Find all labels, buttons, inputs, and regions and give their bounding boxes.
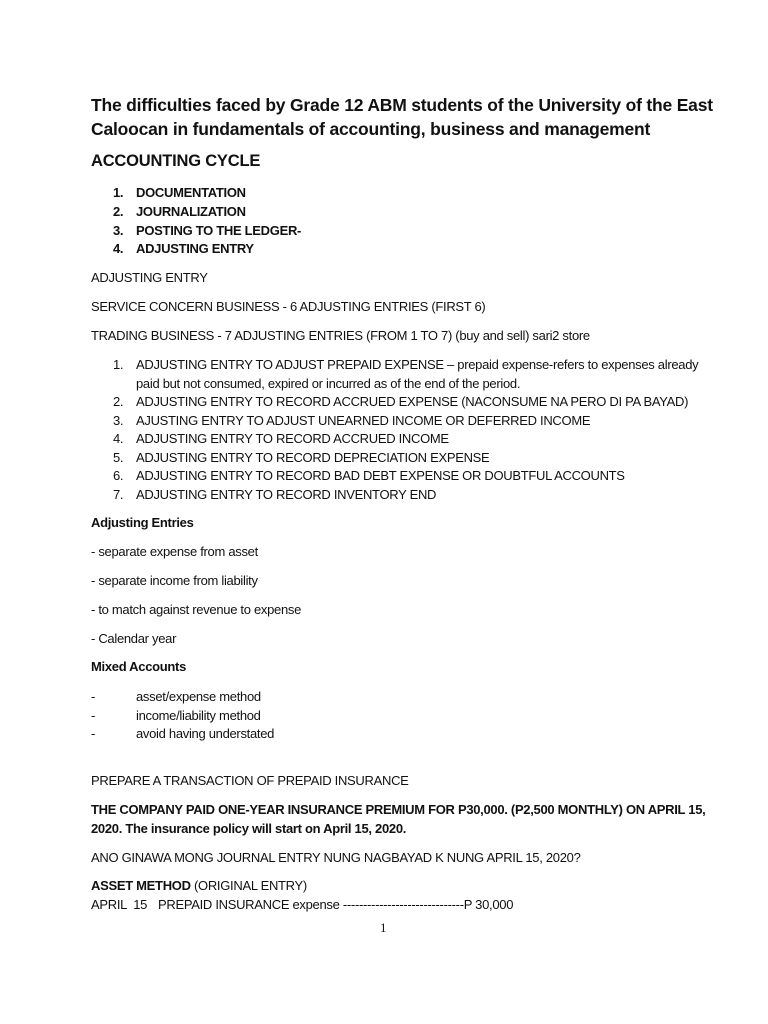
- list-number: 7.: [113, 487, 124, 502]
- document-title-line-1: The difficulties faced by Grade 12 ABM students of the University of the East: [91, 95, 713, 115]
- prepare-transaction-line: PREPARE A TRANSACTION OF PREPAID INSURANCE: [91, 773, 409, 788]
- list-item: income/liability method: [136, 708, 261, 723]
- list-item: AJUSTING ENTRY TO ADJUST UNEARNED INCOME OR DEFERRED INCOME: [136, 413, 591, 428]
- list-item: DOCUMENTATION: [136, 185, 246, 200]
- list-number: 1.: [113, 185, 124, 200]
- list-number: 2.: [113, 394, 124, 409]
- list-number: 3.: [113, 413, 124, 428]
- list-number: 4.: [113, 431, 124, 446]
- mixed-accounts-heading: Mixed Accounts: [91, 659, 187, 674]
- adjusting-note: - Calendar year: [91, 631, 177, 646]
- adjusting-entry-label: ADJUSTING ENTRY: [91, 270, 208, 285]
- list-item: avoid having understated: [136, 726, 275, 741]
- list-number: 5.: [113, 450, 124, 465]
- list-item: ADJUSTING ENTRY TO RECORD ACCRUED EXPENSE (NACONSUME NA PERO DI PA BAYAD): [136, 394, 689, 409]
- adjusting-note: - separate expense from asset: [91, 544, 258, 559]
- list-number: 1.: [113, 357, 124, 372]
- company-transaction-line-1: THE COMPANY PAID ONE-YEAR INSURANCE PREMIUM FOR P30,000. (P2,500 MONTHLY) ON APRIL 15,: [91, 802, 706, 817]
- list-dash: -: [91, 708, 96, 723]
- journal-entry-date: APRIL 15: [91, 897, 148, 912]
- list-item: ADJUSTING ENTRY TO RECORD INVENTORY END: [136, 487, 437, 502]
- list-dash: -: [91, 689, 96, 704]
- journal-question-line: ANO GINAWA MONG JOURNAL ENTRY NUNG NAGBAYAD K NUNG APRIL 15, 2020?: [91, 850, 581, 865]
- list-item: POSTING TO THE LEDGER-: [136, 223, 302, 238]
- list-item: ADJUSTING ENTRY TO RECORD BAD DEBT EXPENSE OR DOUBTFUL ACCOUNTS: [136, 468, 625, 483]
- list-number: 4.: [113, 241, 124, 256]
- list-number: 2.: [113, 204, 124, 219]
- list-number: 6.: [113, 468, 124, 483]
- company-transaction-line-2: 2020. The insurance policy will start on April 15, 2020.: [91, 821, 407, 836]
- adjusting-entries-heading: Adjusting Entries: [91, 515, 194, 530]
- asset-method-line: [91, 878, 307, 893]
- list-item: JOURNALIZATION: [136, 204, 246, 219]
- list-item: ADJUSTING ENTRY TO RECORD ACCRUED INCOME: [136, 431, 449, 446]
- adjusting-note: - separate income from liability: [91, 573, 258, 588]
- list-number: 3.: [113, 223, 124, 238]
- list-dash: -: [91, 726, 96, 741]
- list-item: asset/expense method: [136, 689, 261, 704]
- list-item: ADJUSTING ENTRY TO ADJUST PREPAID EXPENSE – prepaid expense-refers to expenses already: [136, 357, 699, 372]
- accounting-cycle-heading: ACCOUNTING CYCLE: [91, 152, 261, 170]
- list-item: ADJUSTING ENTRY: [136, 241, 254, 256]
- document-title-line-2: Caloocan in fundamentals of accounting, business and management: [91, 119, 651, 139]
- asset-method-note: (ORIGINAL ENTRY): [190, 878, 307, 893]
- asset-method-label: ASSET METHOD: [91, 878, 191, 893]
- list-item: ADJUSTING ENTRY TO RECORD DEPRECIATION EXPENSE: [136, 450, 490, 465]
- list-item-continuation: paid but not consumed, expired or incurred as of the end of the period.: [136, 376, 521, 391]
- page-number: 1: [380, 920, 387, 935]
- service-business-line: SERVICE CONCERN BUSINESS - 6 ADJUSTING ENTRIES (FIRST 6): [91, 299, 486, 314]
- journal-entry-line: PREPAID INSURANCE expense ------------------------------P 30,000: [158, 897, 514, 912]
- adjusting-note: - to match against revenue to expense: [91, 602, 302, 617]
- trading-business-line: TRADING BUSINESS - 7 ADJUSTING ENTRIES (FROM 1 TO 7) (buy and sell) sari2 store: [91, 328, 590, 343]
